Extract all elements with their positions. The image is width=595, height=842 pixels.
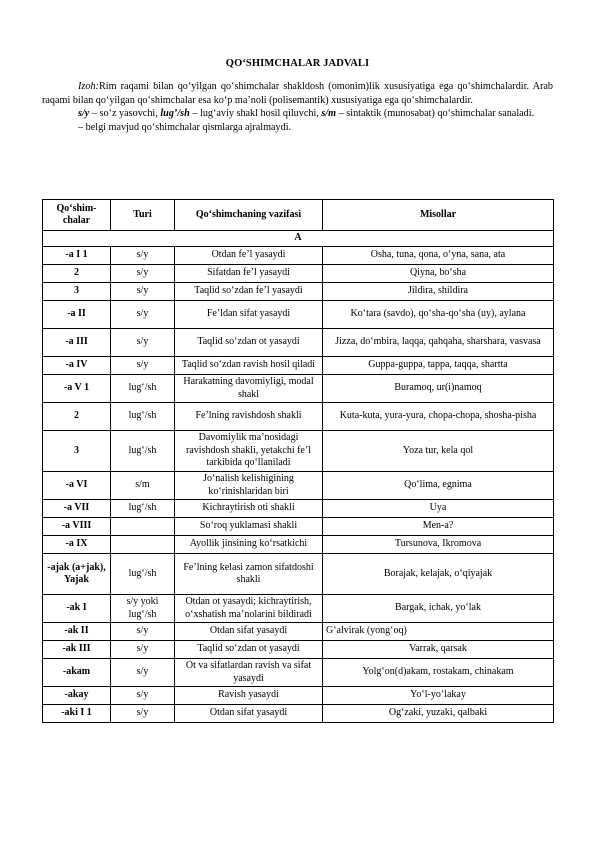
section-letter-row (43, 231, 554, 247)
note-line: – belgi mavjud qo‘shimchalar qismlarga ajralmaydi. (78, 121, 292, 133)
examples-cell: Jildira, shildira (323, 283, 554, 301)
table-row (43, 623, 554, 641)
type-cell (111, 518, 175, 536)
function-cell: Fe’lning ravishdosh shakli (175, 403, 323, 431)
suffix-cell: -a I 1 (43, 247, 111, 265)
function-cell: Jo‘nalish kelishigining ko‘rinishlaridan biri (175, 472, 323, 500)
suffix-cell: 2 (43, 403, 111, 431)
type-cell (111, 536, 175, 554)
examples-cell: Osha, tuna, qona, o‘yna, sana, ata (323, 247, 554, 265)
type-cell: lug‘/sh (111, 554, 175, 595)
suffix-cell: -ajak (a+jak), Yajak (43, 554, 111, 595)
examples-cell: Ko‘tara (savdo), qo‘sha-qo‘sha (uy), aylana (323, 301, 554, 329)
type-cell: s/y (111, 265, 175, 283)
abbr-sm: s/m (321, 108, 337, 120)
function-cell: Otdan sifat yasaydi (175, 705, 323, 723)
examples-cell: Og‘zaki, yuzaki, qalbaki (323, 705, 554, 723)
suffix-cell: -ak I (43, 595, 111, 623)
suffix-cell: -a VIII (43, 518, 111, 536)
examples-cell: Uya (323, 500, 554, 518)
examples-cell: Yoza tur, kela qol (323, 431, 554, 472)
suffix-cell: -a IX (43, 536, 111, 554)
function-cell: Otdan sifat yasaydi (175, 623, 323, 641)
suffix-cell: -a VI (43, 472, 111, 500)
type-cell: lug‘/sh (111, 375, 175, 403)
type-cell: s/y (111, 357, 175, 375)
examples-cell: Kuta-kuta, yura-yura, chopa-chopa, shosha-pisha (323, 403, 554, 431)
function-cell: Taqlid so‘zdan ot yasaydi (175, 641, 323, 659)
suffix-cell: -akam (43, 659, 111, 687)
header-function: Qo‘shimchaning vazifasi (175, 200, 323, 231)
suffix-cell: -ak II (43, 623, 111, 641)
table-row (43, 431, 554, 472)
header-type: Turi (111, 200, 175, 231)
izoh-paragraph (42, 80, 553, 107)
suffix-cell: 3 (43, 431, 111, 472)
function-cell: So‘roq yuklamasi shakli (175, 518, 323, 536)
izoh-text: Rim raqami bilan qo‘yilgan qo‘shimchalar shakldosh (omonim)lik xususiyatiga ega qo‘shimchalardir. Arab raqami bilan qo‘yilgan qo‘shimchalar esa ko‘p ma’noli (polisemantik) xususiyatiga ega qo‘shimchalardir. (42, 81, 553, 106)
type-cell: s/y (111, 283, 175, 301)
suffix-cell: -akay (43, 687, 111, 705)
table-row (43, 375, 554, 403)
function-cell: Fe’ldan sifat yasaydi (175, 301, 323, 329)
suffix-cell: -ak III (43, 641, 111, 659)
table-row (43, 283, 554, 301)
table-row (43, 403, 554, 431)
type-cell: s/y (111, 641, 175, 659)
function-cell: Sifatdan fe’l yasaydi (175, 265, 323, 283)
type-cell: s/y (111, 301, 175, 329)
suffix-cell: -a IV (43, 357, 111, 375)
function-cell: Ayollik jinsining ko‘rsatkichi (175, 536, 323, 554)
examples-cell: Varrak, qarsak (323, 641, 554, 659)
table-row (43, 265, 554, 283)
function-cell: Ravish yasaydi (175, 687, 323, 705)
type-cell: s/y (111, 687, 175, 705)
type-cell: s/y (111, 623, 175, 641)
examples-cell: Men-a? (323, 518, 554, 536)
table-row (43, 500, 554, 518)
table-row (43, 536, 554, 554)
table-row (43, 518, 554, 536)
examples-cell: Buramoq, ur(i)namoq (323, 375, 554, 403)
table-row (43, 554, 554, 595)
table-row (43, 595, 554, 623)
abbr-sy: s/y (78, 108, 90, 120)
type-cell: s/y yoki lug‘/sh (111, 595, 175, 623)
type-cell: lug‘/sh (111, 431, 175, 472)
function-cell: Taqlid so‘zdan ravish hosil qiladi (175, 357, 323, 375)
table-row (43, 641, 554, 659)
type-cell: lug‘/sh (111, 403, 175, 431)
suffix-cell: -a VII (43, 500, 111, 518)
function-cell: Fe’lning kelasi zamon sifatdoshi shakli (175, 554, 323, 595)
table-row (43, 301, 554, 329)
function-cell: Taqlid so‘zdan fe’l yasaydi (175, 283, 323, 301)
section-letter: A (43, 231, 554, 247)
type-cell: s/m (111, 472, 175, 500)
examples-cell: Guppa-guppa, tappa, taqqa, shartta (323, 357, 554, 375)
abbr-sm-text: – sintaktik (munosabat) qo‘shimchalar sanaladi. (336, 108, 535, 120)
function-cell: Otdan ot yasaydi; kichraytirish, o‘xshatish ma’nolarini bildiradi (175, 595, 323, 623)
type-cell: s/y (111, 705, 175, 723)
suffix-cell: -a III (43, 329, 111, 357)
abbr-lugsh-text: – lug‘aviy shakl hosil qiluvchi, (189, 108, 322, 120)
table-row (43, 247, 554, 265)
examples-cell: G‘alvirak (yong‘oq) (323, 623, 554, 641)
table-row (43, 329, 554, 357)
examples-cell: Qo‘lima, egnima (323, 472, 554, 500)
table-row (43, 659, 554, 687)
function-cell: Otdan fe’l yasaydi (175, 247, 323, 265)
header-suffixes: Qo‘shim-chalar (43, 200, 111, 231)
suffix-cell: 3 (43, 283, 111, 301)
examples-cell: Yo‘l-yo‘lakay (323, 687, 554, 705)
examples-cell: Qiyna, bo‘sha (323, 265, 554, 283)
izoh-label: Izoh: (78, 81, 99, 92)
examples-cell: Borajak, kelajak, o‘qiyajak (323, 554, 554, 595)
table-row (43, 687, 554, 705)
suffix-table (42, 199, 554, 723)
page-title: QO‘SHIMCHALAR JADVALI (225, 58, 370, 69)
examples-cell: Tursunova, Ikromova (323, 536, 554, 554)
suffix-cell: -a II (43, 301, 111, 329)
suffix-cell: -aki I 1 (43, 705, 111, 723)
function-cell: Ot va sifatlardan ravish va sifat yasaydi (175, 659, 323, 687)
table-row (43, 357, 554, 375)
table-header-row (43, 200, 554, 231)
examples-cell: Jizza, do‘mbira, laqqa, qahqaha, sharshara, vasvasa (323, 329, 554, 357)
examples-cell: Yolg‘on(d)akam, rostakam, chinakam (323, 659, 554, 687)
examples-cell: Bargak, ichak, yo‘lak (323, 595, 554, 623)
header-examples: Misollar (323, 200, 554, 231)
function-cell: Harakatning davomiyligi, modal shakl (175, 375, 323, 403)
type-cell: s/y (111, 247, 175, 265)
suffix-cell: -a V 1 (43, 375, 111, 403)
table-row (43, 472, 554, 500)
abbr-sy-text: – so‘z yasovchi, (89, 108, 161, 120)
type-cell: lug‘/sh (111, 500, 175, 518)
type-cell: s/y (111, 329, 175, 357)
abbreviation-paragraph (42, 107, 553, 121)
suffix-cell: 2 (43, 265, 111, 283)
abbr-lugsh: lug’/sh (160, 108, 190, 120)
intro-text (42, 80, 553, 134)
function-cell: Kichraytirish oti shakli (175, 500, 323, 518)
function-cell: Davomiylik ma’nosidagi ravishdosh shakli, yetakchi fe’l tarkibida qo‘llaniladi (175, 431, 323, 472)
function-cell: Taqlid so‘zdan ot yasaydi (175, 329, 323, 357)
table-row (43, 705, 554, 723)
type-cell: s/y (111, 659, 175, 687)
